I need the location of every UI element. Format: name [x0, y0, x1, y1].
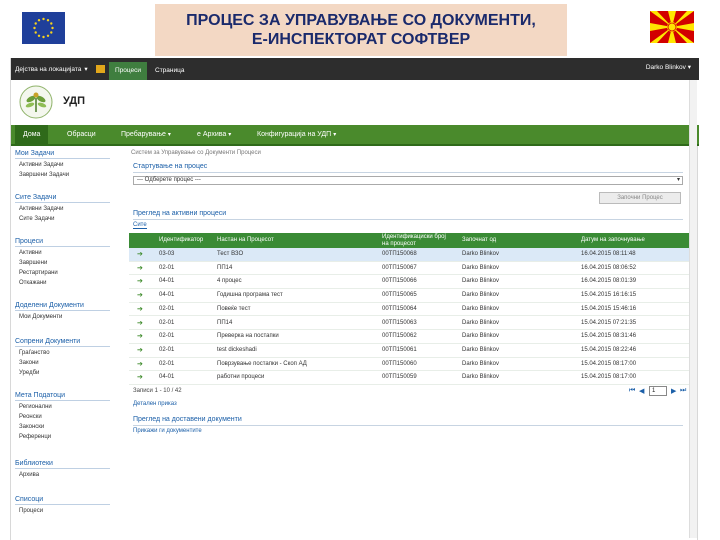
cell-date: 16.04.2015 08:06:52	[581, 264, 637, 271]
cell-number: 00ТП150059	[382, 374, 417, 381]
cell-id: 02-01	[159, 346, 175, 353]
cell-event[interactable]: работни процеси	[217, 374, 265, 381]
chevron-down-icon: ▾	[228, 132, 232, 138]
top-bar	[11, 58, 699, 80]
show-documents-link[interactable]: Прикажи ги документите	[133, 428, 202, 434]
cell-event[interactable]: Тест ВЗО	[217, 251, 244, 257]
table-row[interactable]	[129, 317, 691, 331]
cell-started-by: Darko Blinkov	[462, 346, 500, 353]
cell-date: 15.04.2015 07:21:35	[581, 319, 637, 326]
cell-event[interactable]: Преверка на постапки	[217, 333, 279, 340]
start-process-heading: Стартување на процес	[133, 163, 208, 170]
cell-number: 00ТП150063	[382, 319, 417, 326]
chevron-down-icon: ▾	[333, 132, 337, 138]
cell-event[interactable]: 4 процес	[217, 278, 242, 285]
nav-label: Обрасци	[67, 131, 96, 138]
sidebar-item[interactable]: Завршени Задачи	[19, 172, 70, 178]
slide-title	[155, 4, 567, 56]
slide-title-line2: Е-ИНСПЕКТОРАТ СОФТВЕР	[251, 31, 471, 48]
tab-page[interactable]	[149, 62, 190, 80]
cell-id: 02-01	[159, 264, 175, 271]
sidebar-item[interactable]: Активни	[19, 250, 42, 256]
open-arrow-icon[interactable]: ➔	[137, 278, 143, 286]
table-row[interactable]	[129, 358, 691, 372]
sidebar-heading-metadata[interactable]: Мета Податоци	[15, 392, 110, 401]
sidebar-item[interactable]: Мои Документи	[19, 314, 63, 320]
cell-event[interactable]: Повеќе тест	[217, 305, 251, 312]
site-actions-label: Дејства на локацијата	[15, 66, 82, 73]
delivered-docs-heading: Преглед на доставени документи	[133, 416, 242, 423]
sidebar-item[interactable]: Уредби	[19, 370, 40, 376]
cell-id: 04-01	[159, 374, 175, 381]
cell-started-by: Darko Blinkov	[462, 319, 500, 326]
divider	[133, 219, 683, 220]
cell-event[interactable]: ПП14	[217, 319, 233, 326]
cell-started-by: Darko Blinkov	[462, 374, 500, 381]
page-select[interactable]: 1	[649, 386, 667, 396]
nav-search[interactable]	[113, 125, 179, 144]
nav-forms[interactable]	[59, 125, 104, 144]
nav-label: Пребарување	[121, 131, 166, 138]
cell-date: 15.04.2015 08:22:46	[581, 346, 637, 353]
cell-date: 15.04.2015 08:31:46	[581, 333, 637, 340]
cell-event[interactable]: ПП14	[217, 264, 233, 271]
cell-id: 04-01	[159, 292, 175, 299]
site-logo-icon[interactable]	[19, 85, 53, 119]
cell-started-by: Darko Blinkov	[462, 264, 500, 271]
table-row[interactable]	[129, 289, 691, 303]
cell-number: 00ТП150066	[382, 278, 417, 285]
first-page-icon[interactable]: ⏮	[629, 387, 636, 394]
open-arrow-icon[interactable]: ➔	[137, 374, 143, 382]
cell-started-by: Darko Blinkov	[462, 251, 500, 257]
pager-controls	[629, 386, 689, 397]
chevron-down-icon: ▾	[167, 132, 171, 138]
slide-title-line1: ПРОЦЕС ЗА УПРАВУВАЊЕ СО ДОКУМЕНТИ,	[186, 12, 536, 29]
open-arrow-icon[interactable]: ➔	[137, 264, 143, 272]
cell-date: 16.04.2015 08:01:39	[581, 278, 637, 285]
sidebar-item[interactable]: Завршени	[19, 260, 48, 266]
divider	[133, 425, 683, 426]
user-menu[interactable]: Darko Blinkov ▾	[645, 64, 691, 71]
cell-event[interactable]: Поврзување постапки - Скоп АД	[217, 360, 307, 367]
app-window	[10, 58, 698, 540]
sidebar-item[interactable]: Активни Задачи	[19, 206, 64, 212]
site-name: УДП	[63, 95, 86, 107]
filter-all-link[interactable]: Сите	[133, 222, 147, 228]
nav-label: Конфигурација на УДП	[257, 131, 332, 138]
sidebar-heading-assigned-docs[interactable]: Доделени Документи	[15, 302, 110, 311]
cell-event[interactable]: Годишна програма тест	[217, 292, 283, 299]
open-arrow-icon[interactable]: ➔	[137, 251, 143, 258]
tab-label: Процеси	[115, 67, 142, 74]
table-row[interactable]	[129, 330, 691, 344]
tab-label: Страница	[155, 67, 185, 74]
sidebar-item[interactable]: Закони	[19, 360, 39, 366]
site-actions-menu[interactable]	[15, 65, 88, 73]
open-arrow-icon[interactable]: ➔	[137, 346, 143, 354]
eu-flag-icon	[22, 12, 65, 44]
nav-label: Дома	[23, 131, 41, 138]
sidebar-item[interactable]: Референци	[19, 434, 52, 440]
divider	[133, 172, 683, 173]
cell-date: 15.04.2015 08:17:00	[581, 374, 637, 381]
vertical-scrollbar[interactable]	[689, 80, 697, 538]
sidebar-item[interactable]: Сите Задачи	[19, 216, 55, 222]
cell-id: 02-01	[159, 360, 175, 367]
cell-number: 00ТП150064	[382, 305, 417, 312]
open-arrow-icon[interactable]: ➔	[137, 333, 143, 341]
macedonia-flag-icon	[650, 11, 694, 43]
sidebar-item[interactable]: Регионални	[19, 404, 52, 410]
nav-configuration[interactable]	[249, 125, 344, 144]
cell-number: 00ТП150067	[382, 264, 417, 271]
sidebar-item[interactable]: Граѓанство	[19, 350, 50, 356]
sidebar-item[interactable]: Архива	[19, 472, 40, 478]
open-arrow-icon[interactable]: ➔	[137, 360, 143, 368]
cell-started-by: Darko Blinkov	[462, 360, 500, 367]
table-row[interactable]	[129, 248, 691, 262]
cell-number: 00ТП150062	[382, 333, 417, 340]
column-header-number[interactable]: Идентификациски број на процесот	[382, 234, 446, 247]
open-arrow-icon[interactable]: ➔	[137, 319, 143, 327]
cell-id: 03-03	[159, 251, 175, 257]
cell-id: 02-01	[159, 319, 175, 326]
next-page-icon[interactable]: ▶	[671, 388, 677, 395]
slide-header	[0, 0, 720, 56]
main-content	[129, 150, 691, 535]
cell-number: 00ТП150068	[382, 251, 417, 257]
cell-date: 15.04.2015 08:17:00	[581, 360, 637, 367]
cell-number: 00ТП150060	[382, 360, 417, 367]
sidebar-item[interactable]: Рестартирани	[19, 270, 58, 276]
cell-event[interactable]: test dickeshadi	[217, 346, 257, 353]
table-row[interactable]	[129, 344, 691, 358]
table-row[interactable]	[129, 262, 691, 276]
open-arrow-icon[interactable]: ➔	[137, 292, 143, 300]
cell-date: 16.04.2015 08:11:48	[581, 251, 636, 257]
cell-id: 04-01	[159, 278, 175, 285]
chevron-down-icon: ▾	[84, 66, 88, 73]
sidebar-item[interactable]: Откажани	[19, 280, 47, 286]
pager-info: Записи 1 - 10 / 42	[133, 388, 182, 394]
cell-started-by: Darko Blinkov	[462, 278, 500, 285]
cell-date: 15.04.2015 15:46:16	[581, 305, 637, 312]
cell-number: 00ТП150065	[382, 292, 417, 299]
sidebar-heading-libraries[interactable]: Библиотеки	[15, 460, 110, 469]
cell-id: 02-01	[159, 333, 175, 340]
nav-home[interactable]	[15, 125, 48, 144]
column-header-start-date[interactable]: Датум на започнување	[581, 237, 645, 243]
process-select-value: --- Одберете процес ---	[137, 177, 201, 183]
last-page-icon[interactable]: ⏭	[680, 387, 687, 394]
sidebar-item[interactable]: Процеси	[19, 508, 44, 514]
chevron-down-icon: ▾	[676, 177, 680, 183]
open-arrow-icon[interactable]: ➔	[137, 305, 143, 313]
cell-id: 02-01	[159, 305, 175, 312]
main-navigation	[11, 125, 699, 146]
nav-label: е Архива	[197, 131, 227, 138]
cell-started-by: Darko Blinkov	[462, 292, 500, 299]
sidebar-heading-processes[interactable]: Процеси	[15, 238, 110, 247]
sidebar	[13, 150, 113, 535]
breadcrumb[interactable]: Систем за Управување со Документи Процеси	[131, 150, 261, 156]
column-header-event[interactable]: Настан на Процесот	[217, 237, 274, 243]
table-row[interactable]	[129, 275, 691, 289]
sidebar-item[interactable]: Законски	[19, 424, 45, 430]
detailed-view-link[interactable]: Детален приказ	[133, 401, 177, 407]
table-row[interactable]	[129, 303, 691, 317]
process-select[interactable]	[133, 176, 683, 185]
browse-icon[interactable]	[96, 65, 105, 73]
cell-date: 15.04.2015 16:16:15	[581, 292, 637, 299]
sidebar-heading-all-tasks[interactable]: Сите Задачи	[15, 194, 110, 203]
table-header	[129, 233, 691, 248]
prev-page-icon[interactable]: ◀	[639, 388, 645, 395]
start-process-button[interactable]: Започни Процес	[599, 192, 681, 204]
tab-processes[interactable]	[109, 62, 147, 80]
sidebar-item[interactable]: Активни Задачи	[19, 162, 64, 168]
sidebar-heading-my-tasks[interactable]: Мои Задачи	[15, 150, 110, 159]
active-processes-heading: Преглед на активни процеси	[133, 210, 227, 217]
sidebar-heading-lists[interactable]: Списоци	[15, 496, 110, 505]
nav-e-archive[interactable]	[189, 125, 239, 144]
cell-started-by: Darko Blinkov	[462, 305, 500, 312]
table-row[interactable]	[129, 371, 691, 385]
cell-number: 00ТП150061	[382, 346, 417, 353]
site-header	[11, 80, 699, 125]
sidebar-item[interactable]: Реонски	[19, 414, 42, 420]
column-header-started-by[interactable]: Започнат од	[462, 237, 497, 243]
column-header-id[interactable]: Идентификатор	[159, 237, 204, 243]
sidebar-heading-stopped-docs[interactable]: Сопрени Документи	[15, 338, 110, 347]
cell-started-by: Darko Blinkov	[462, 333, 500, 340]
